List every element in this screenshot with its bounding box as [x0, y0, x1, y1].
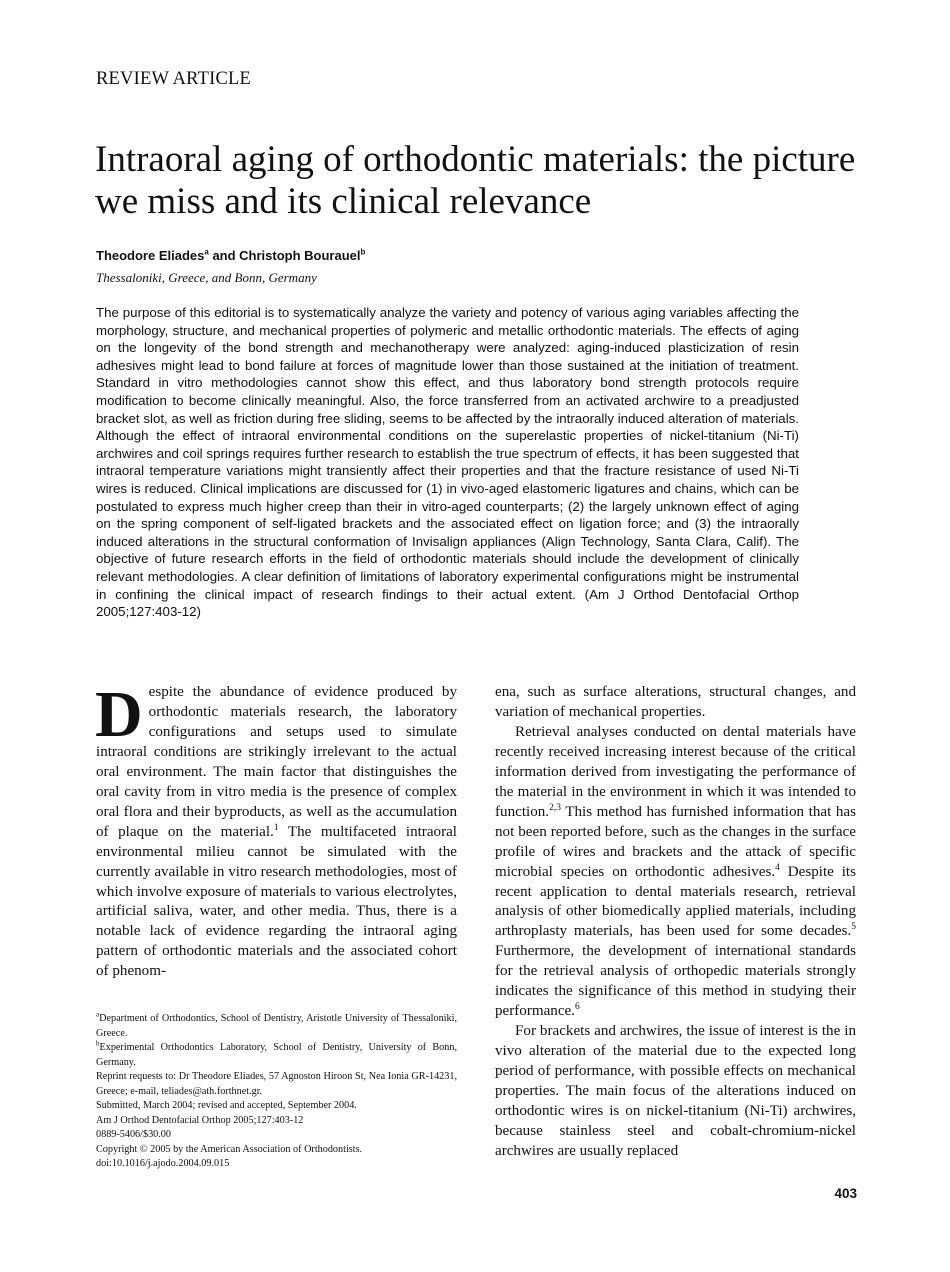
footnote-issn: 0889-5406/$30.00 [96, 1129, 171, 1141]
body-column-right [495, 683, 856, 1162]
reference-citation[interactable]: 4 [775, 862, 780, 873]
body-text: The multifaceted intraoral environmental milieu cannot be simulated with the currently available in vitro research methodologies, most of which involve exposure of materials to various electrolytes, artificial saliva, water, and other media. Thus, there is a notable lack of evidence regarding the intraoral aging pattern of orthodontic materials and the associated cohort of phenom- [96, 823, 457, 980]
body-column-left [95, 678, 457, 982]
body-text: ena, such as surface alterations, structural changes, and variation of mechanical properties. [495, 684, 856, 720]
author-affiliation-mark: b [360, 247, 366, 257]
author-location: Thessaloniki, Greece, and Bonn, Germany [96, 270, 317, 285]
body-text: Despite its recent application to dental materials research, retrieval analysis of other biomedically applied materials, including arthroplasty materials, has been used for some decades. [495, 863, 856, 940]
page-number: 403 [834, 1186, 857, 1201]
drop-cap: D [95, 678, 143, 751]
footnote-affiliation-b [96, 1041, 457, 1070]
footnote-mark: b [96, 1039, 100, 1048]
author-name: Theodore Eliades [96, 248, 205, 263]
reference-citation[interactable]: 5 [851, 922, 856, 933]
reference-citation[interactable]: 2,3 [549, 802, 561, 813]
footnote-text: Department of Orthodontics, School of Dentistry, Aristotle University of Thessaloniki, Greece. [96, 1013, 457, 1039]
reference-citation[interactable]: 1 [273, 822, 279, 833]
footnote-text: Experimental Orthodontics Laboratory, School of Dentistry, University of Bonn, Germany. [96, 1042, 457, 1068]
body-text: Retrieval analyses conducted on dental materials have recently received increasing interest because of the critical information derived from investigating the performance of the material in the environment in which it was intended to function. [495, 723, 856, 820]
author-affiliation-mark: a [204, 247, 209, 257]
section-label: REVIEW ARTICLE [96, 69, 251, 89]
author-joiner: and [208, 248, 240, 263]
footnote-copyright: Copyright © 2005 by the American Association of Orthodontists. [96, 1143, 363, 1155]
footnotes [96, 1012, 457, 1172]
author-name: Christoph Bourauel [239, 248, 361, 263]
body-text: Furthermore, the development of international standards for the retrieval analysis of orthopedic materials strongly indicates the significance of this method in studying their performance. [495, 943, 856, 1020]
article-title: Intraoral aging of orthodontic materials: the picture we miss and its clinical relevance [95, 139, 856, 222]
body-text: For brackets and archwires, the issue of interest is the in vivo alteration of the material due to the expected long period of performance, with possible effects on mechanical properties. The main focus of the alterations induced on orthodontic wires is on nickel-titanium (Ni-Ti) archwires, because stainless steel and cobalt-chromium-nickel archwires are usually replaced [495, 1023, 856, 1159]
abstract: The purpose of this editorial is to systematically analyze the variety and potency of various aging variables affecting the morphology, structure, and mechanical properties of polymeric and metallic orthodontic materials. The effects of aging on the longevity of the bond strength and mechanotherapy were analyzed: aging-induced plasticization of resin adhesives might lead to bond failure at forces of magnitude lower than those sustained at the initiation of treatment. Standard in vitro methodologies cannot show this effect, and thus laboratory bond strength protocols require modification to become clinically meaningful. Also, the force transferred from an activated archwire to a preadjusted bracket slot, as well as friction during free sliding, seems to be affected by the intraorally induced alteration of materials. Although the effect of intraoral environmental conditions on the superelastic properties of nickel-titanium (Ni-Ti) archwires and coil springs requires further research to establish the true spectrum of effects, it has been suggested that intraoral temperature variations might transiently affect their properties and that the fracture resistance of used Ni-Ti wires is reduced. Clinical implications are discussed for (1) in vivo-aged elastomeric ligatures and chains, which can be postulated to express much higher creep than their in vitro-aged counterparts; (2) the largely unknown effect of aging on the spring component of self-ligated brackets and the associated effect on ligation force; and (3) the intraorally induced alterations in the structural conformation of Invisalign appliances (Align Technology, Santa Clara, Calif). The objective of future research efforts in the field of orthodontic materials should include the development of clinically relevant methodologies. A clear definition of limitations of laboratory experimental configurations might be instrumental in confining the clinical impact of research findings to their actual extent. (Am J Orthod Dentofacial Orthop 2005;127:403-12) [96, 305, 799, 620]
body-paragraph [95, 678, 457, 982]
footnote-doi[interactable]: doi:10.1016/j.ajodo.2004.09.015 [96, 1158, 230, 1170]
footnote-affiliation-a [96, 1012, 457, 1041]
footnote-submitted: Submitted, March 2004; revised and accepted, September 2004. [96, 1100, 357, 1112]
body-paragraph [495, 723, 856, 1022]
body-paragraph [495, 1022, 856, 1162]
reference-citation[interactable]: 6 [575, 1002, 580, 1013]
footnote-reprint: Reprint requests to: Dr Theodore Eliades, 57 Agnoston Hiroon St, Nea Ionia GR-14231, Greece; e-mail, teliades@ath.forthnet.gr. [96, 1071, 457, 1097]
body-paragraph [495, 683, 856, 723]
body-text: This method has furnished information that has not been reported before, such as the changes in the surface profile of wires and brackets and the attack of specific microbial species on orthodontic adhesives. [495, 803, 856, 880]
footnote-mark: a [96, 1010, 100, 1019]
footnote-citation: Am J Orthod Dentofacial Orthop 2005;127:403-12 [96, 1114, 304, 1126]
body-text: espite the abundance of evidence produced by orthodontic materials research, the laboratory configurations and setups used to simulate intraoral conditions are strikingly irrelevant to the actual oral environment. The main factor that distinguishes the oral cavity from in vitro media is the presence of complex oral flora and their byproducts, as well as the accumulation of plaque on the material. [96, 684, 457, 840]
author-list [96, 248, 365, 263]
